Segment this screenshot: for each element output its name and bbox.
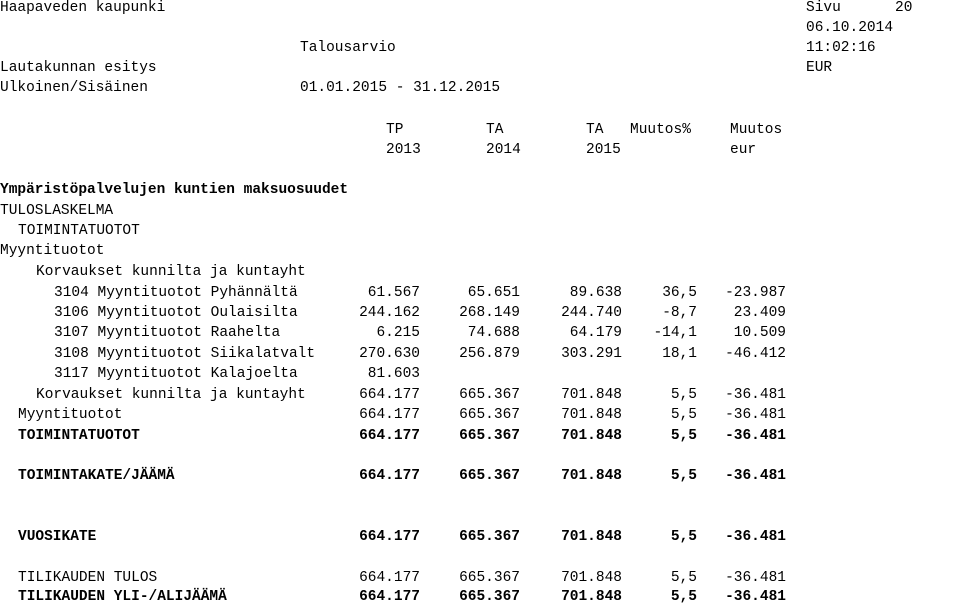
col-year-2: 2014 — [486, 142, 521, 158]
period: 01.01.2015 - 31.12.2015 — [300, 80, 501, 96]
cell-muutos-eur: -23.987 — [725, 285, 786, 301]
cell-ta-2015: 701.848 — [561, 570, 622, 586]
cell-tp-2013: 664.177 — [359, 589, 420, 605]
cell-ta-2014: 665.367 — [459, 407, 520, 423]
cell-tp-2013: 61.567 — [367, 285, 420, 301]
report-time: 11:02:16 — [806, 40, 876, 56]
row-label: 3106 Myyntituotot Oulaisilta — [54, 305, 298, 321]
row-label: 3104 Myyntituotot Pyhännältä — [54, 285, 298, 301]
cell-tp-2013: 6.215 — [376, 325, 420, 341]
cell-muutos-pct: 18,1 — [662, 346, 697, 362]
cell-muutos-eur: -36.481 — [725, 589, 786, 605]
korvaukset-heading: Korvaukset kunnilta ja kuntayht — [36, 264, 306, 280]
cell-muutos-pct: 5,5 — [670, 428, 697, 444]
col-year-1: 2013 — [386, 142, 421, 158]
cell-muutos-pct: -8,7 — [662, 305, 697, 321]
board-label: Lautakunnan esitys — [0, 60, 157, 76]
report-title: Talousarvio — [300, 40, 396, 56]
cell-ta-2015: 89.638 — [569, 285, 622, 301]
col-unit-5: eur — [730, 142, 757, 158]
cell-muutos-eur: -36.481 — [725, 428, 786, 444]
toimintatuotot-label: TOIMINTATUOTOT — [18, 223, 140, 239]
cell-muutos-pct: 36,5 — [662, 285, 697, 301]
cell-ta-2015: 701.848 — [561, 589, 622, 605]
cell-ta-2015: 701.848 — [561, 387, 622, 403]
cell-muutos-eur: -46.412 — [725, 346, 786, 362]
cell-ta-2015: 244.740 — [561, 305, 622, 321]
page-number: 20 — [895, 0, 913, 16]
cell-muutos-pct: 5,5 — [670, 529, 697, 545]
tuloslaskelma-label: TULOSLASKELMA — [0, 203, 114, 219]
report-date: 06.10.2014 — [806, 20, 894, 36]
cell-ta-2015: 701.848 — [561, 428, 622, 444]
cell-muutos-eur: -36.481 — [725, 407, 786, 423]
cell-ta-2014: 665.367 — [459, 529, 520, 545]
section-title: Ympäristöpalvelujen kuntien maksuosuudet — [0, 182, 349, 198]
cell-ta-2014: 665.367 — [459, 387, 520, 403]
cell-tp-2013: 664.177 — [359, 468, 420, 484]
cell-ta-2015: 64.179 — [569, 325, 622, 341]
row-label: TILIKAUDEN YLI-/ALIJÄÄMÄ — [18, 589, 227, 605]
cell-ta-2015: 303.291 — [561, 346, 622, 362]
col-header-2: TA — [486, 122, 504, 138]
cell-muutos-eur: 10.509 — [733, 325, 786, 341]
col-header-1: TP — [386, 122, 404, 138]
row-label: Myyntituotot — [18, 407, 123, 423]
cell-ta-2014: 665.367 — [459, 589, 520, 605]
cell-tp-2013: 81.603 — [367, 366, 420, 382]
myyntituotot-heading-text: Myyntituotot — [0, 243, 105, 259]
cell-muutos-eur: -36.481 — [725, 468, 786, 484]
col-header-3: TA — [586, 122, 604, 138]
cell-ta-2014: 65.651 — [467, 285, 520, 301]
cell-tp-2013: 664.177 — [359, 428, 420, 444]
cell-tp-2013: 270.630 — [359, 346, 420, 362]
col-header-5: Muutos — [730, 122, 783, 138]
cell-muutos-eur: 23.409 — [733, 305, 786, 321]
cell-muutos-eur: -36.481 — [725, 387, 786, 403]
row-label: VUOSIKATE — [18, 529, 97, 545]
scope-label: Ulkoinen/Sisäinen — [0, 80, 148, 96]
cell-muutos-pct: 5,5 — [670, 407, 697, 423]
row-label: 3107 Myyntituotot Raahelta — [54, 325, 281, 341]
col-header-4: Muutos% — [630, 122, 691, 138]
organization-name: Haapaveden kaupunki — [0, 0, 166, 16]
cell-ta-2014: 665.367 — [459, 570, 520, 586]
cell-ta-2014: 665.367 — [459, 468, 520, 484]
page-label: Sivu — [806, 0, 841, 16]
cell-muutos-pct: 5,5 — [670, 570, 697, 586]
row-label: TOIMINTAKATE/JÄÄMÄ — [18, 468, 175, 484]
cell-tp-2013: 244.162 — [359, 305, 420, 321]
cell-ta-2015: 701.848 — [561, 529, 622, 545]
cell-ta-2015: 701.848 — [561, 468, 622, 484]
row-label: Korvaukset kunnilta ja kuntayht — [36, 387, 306, 403]
cell-tp-2013: 664.177 — [359, 570, 420, 586]
cell-ta-2014: 665.367 — [459, 428, 520, 444]
currency: EUR — [806, 60, 833, 76]
cell-muutos-pct: 5,5 — [670, 468, 697, 484]
col-year-3: 2015 — [586, 142, 621, 158]
row-label: TOIMINTATUOTOT — [18, 428, 140, 444]
cell-tp-2013: 664.177 — [359, 387, 420, 403]
myyntituotot-heading — [0, 243, 104, 260]
cell-ta-2014: 256.879 — [459, 346, 520, 362]
row-label: 3117 Myyntituotot Kalajoelta — [54, 366, 298, 382]
cell-tp-2013: 664.177 — [359, 407, 420, 423]
cell-tp-2013: 664.177 — [359, 529, 420, 545]
cell-muutos-pct: 5,5 — [670, 387, 697, 403]
cell-muutos-eur: -36.481 — [725, 570, 786, 586]
row-label: 3108 Myyntituotot Siikalatvalt — [54, 346, 316, 362]
cell-ta-2014: 268.149 — [459, 305, 520, 321]
cell-muutos-pct: -14,1 — [653, 325, 697, 341]
cell-muutos-pct: 5,5 — [670, 589, 697, 605]
cell-ta-2014: 74.688 — [467, 325, 520, 341]
row-label: TILIKAUDEN TULOS — [18, 570, 158, 586]
cell-ta-2015: 701.848 — [561, 407, 622, 423]
cell-muutos-eur: -36.481 — [725, 529, 786, 545]
